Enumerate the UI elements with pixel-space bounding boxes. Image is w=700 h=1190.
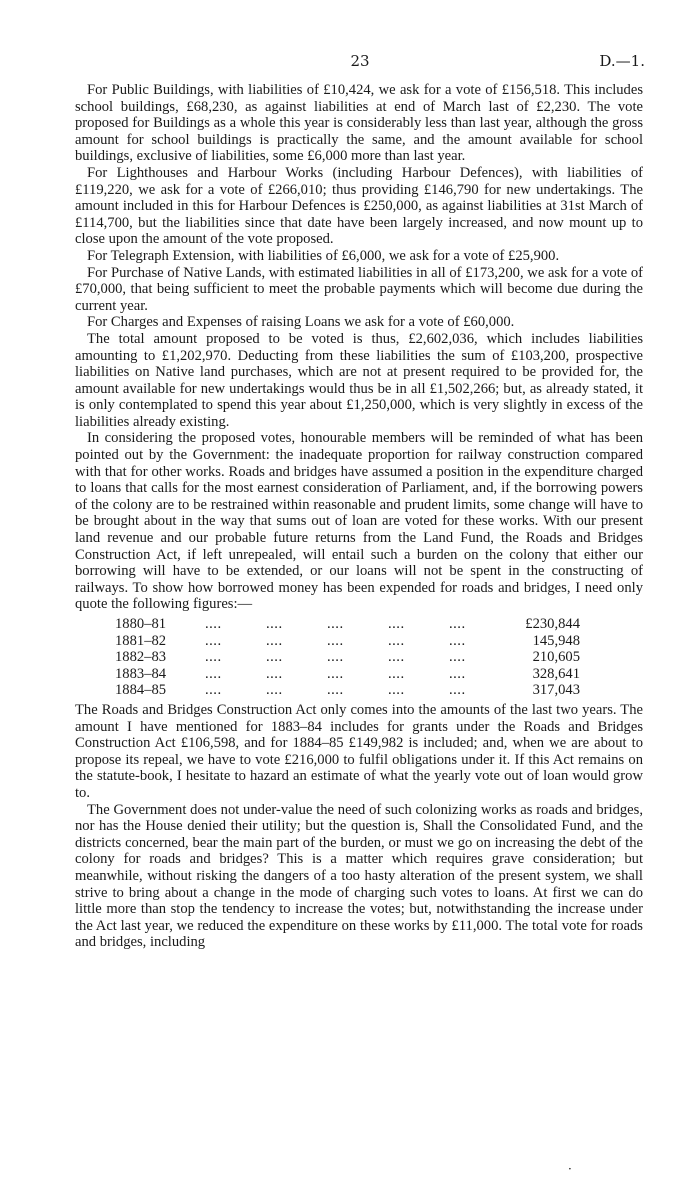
table-row [115,633,580,650]
leader-dots: .... [388,682,405,699]
leader-dots: .... [449,682,466,699]
leader-dots: .... [388,632,405,649]
document-reference: D.—1. [599,52,645,70]
paragraph-lighthouses-harbour: For Lighthouses and Harbour Works (including Harbour Defences), with liabilities of £119,220, we ask for a vote of £266,010; thus providing £146,790 for new undertakings. The amount included in this for Harbour Defences is £250,000, as against liabilities at 31st March of £114,700, but the liabilities since that date have been largely increased, and now mount up to close upon the amount of the vote proposed. [75,164,643,248]
paragraph-native-lands: For Purchase of Native Lands, with estimated liabilities in all of £173,200, we ask for a vote of £70,000, that being sufficient to meet the probable payments which will become due during the current year. [75,264,643,314]
leader-dots: .... [266,665,283,682]
leader-dots: .... [266,649,283,666]
roads-bridges-figures-table [115,616,580,699]
leader-dots: .... [266,682,283,699]
leader-dots: .... [205,632,222,649]
leader-dots: .... [388,616,405,632]
amount-cell: 145,948 [532,632,580,649]
leader-dots: .... [266,632,283,649]
stray-mark: · [568,1162,572,1176]
paragraph-considering-votes: In considering the proposed votes, honourable members will be reminded of what has been pointed out by the Government: the inadequate proportion for railway construction compared with that for other works. Roads and bridges have assumed a position in the expenditure charged to loans that calls for the most earnest consideration of Parliament, and, if the borrowing powers of the colony are to be restrained within reasonable and prudent limits, some change will have to be brought about in the way that sums out of loan are voted for these works. With our present land revenue and our probable future returns from the Land Fund, the Roads and Bridges Construction Act, if left unrepealed, will entail such a burden on the colony that either our borrowing will have to be extended, or our loans will not be spent in the constructing of railways. To show how borrowed money has been expended for roads and bridges, I need only quote the following figures:— [75,430,643,613]
page-number: 23 [350,52,370,70]
paragraph-loan-charges: For Charges and Expenses of raising Loans we ask for a vote of £60,000. [87,314,515,331]
year-cell: 1882–83 [115,649,167,666]
year-cell: 1883–84 [115,665,167,682]
leader-dots: .... [327,616,344,632]
document-body [75,82,643,951]
leader-dots: .... [449,616,466,632]
leader-dots: .... [327,682,344,699]
page-header [75,52,645,72]
year-cell: 1884–85 [115,682,167,699]
table-row [115,682,580,699]
paragraph-colonizing-works: The Government does not under-value the need of such colonizing works as roads and bridges, nor has the House denied their utility; but the question is, Shall the Consolidated Fund, and the districts concerned, bear the main part of the burden, or must we go on increasing the debt of the colony for roads and bridges? This is a matter which requires grave consideration; but meanwhile, without risking the dangers of a too hasty alteration of the present system, we shall strive to bring about a change in the mode of charging such votes to loans. At first we can do little more than stop the tendency to increase the votes; but, notwithstanding the increase under the Act last year, we reduced the expenditure on these works by £11,000. The total vote for roads and bridges, including [75,801,643,951]
paragraph-telegraph: For Telegraph Extension, with liabilities of £6,000, we ask for a vote of £25,900. [87,247,560,264]
leader-dots: .... [327,665,344,682]
amount-cell: 317,043 [532,682,580,699]
leader-dots: .... [205,649,222,666]
table-row [115,666,580,683]
leader-dots: .... [388,665,405,682]
leader-dots: .... [205,665,222,682]
paragraph-total-amount: The total amount proposed to be voted is thus, £2,602,036, which includes liabilities amounting to £1,202,970. Deducting from these liabilities the sum of £103,200, prospective liabilities on Native land purchases, which are not at present required to be provided for, the amount available for new undertakings would thus be in all £1,502,266; but, as already stated, it is only contemplated to spend this year about £1,250,000, which is very slightly in excess of the liabilities already existing. [75,330,643,430]
amount-cell: 328,641 [532,665,580,682]
leader-dots: .... [205,616,222,632]
table-row [115,616,580,633]
leader-dots: .... [449,649,466,666]
leader-dots: .... [205,682,222,699]
year-cell: 1880–81 [115,616,167,632]
leader-dots: .... [266,616,283,632]
leader-dots: .... [327,649,344,666]
paragraph-act-amounts: The Roads and Bridges Construction Act only comes into the amounts of the last two years. The amount I have mentioned for 1883–84 includes for grants under the Roads and Bridges Construction Act £106,598, and for 1884–85 £149,982 is included; and, when we are about to propose its repeal, we have to vote £216,000 to fulfil obligations under it. If this Act remains on the statute-book, I hesitate to hazard an estimate of what the yearly vote out of loan would grow to. [75,701,643,801]
table-row [115,649,580,666]
amount-cell: 210,605 [532,649,580,666]
year-cell: 1881–82 [115,632,167,649]
leader-dots: .... [449,632,466,649]
amount-cell: £230,844 [525,616,580,632]
leader-dots: .... [449,665,466,682]
paragraph-public-buildings: For Public Buildings, with liabilities of £10,424, we ask for a vote of £156,518. This includes school buildings, £68,230, as against liabilities at end of March last of £2,230. The vote proposed for Buildings as a whole this year is considerably less than last year, although the gross amount for school buildings is practically the same, and the amount available for school buildings, exclusive of liabilities, some £6,000 more than last year. [75,82,643,165]
leader-dots: .... [327,632,344,649]
leader-dots: .... [388,649,405,666]
